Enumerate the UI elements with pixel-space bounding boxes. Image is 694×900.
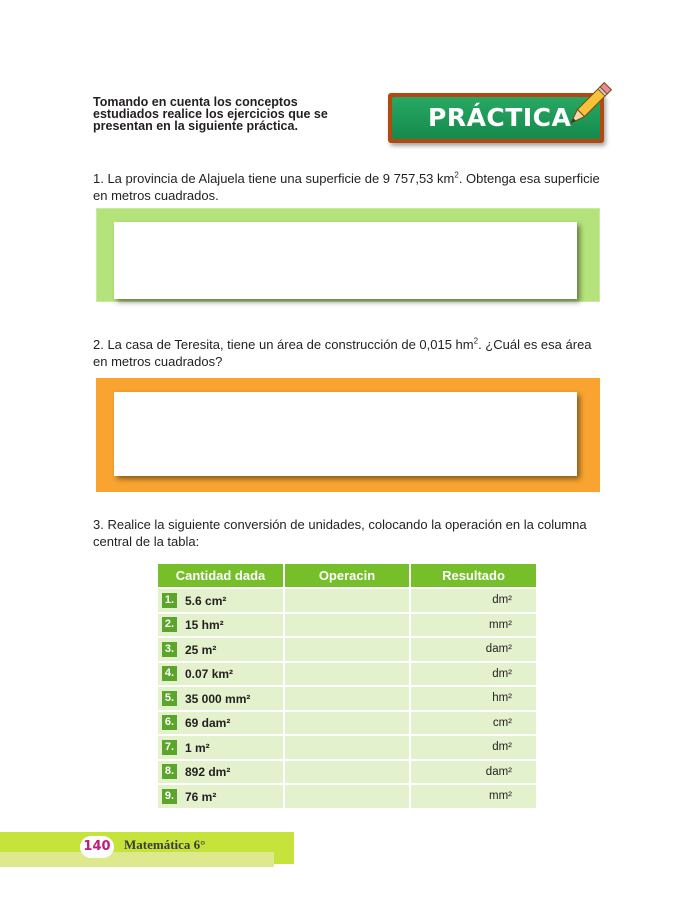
book-title: Matemática 6°	[124, 837, 206, 852]
operation-cell[interactable]	[284, 784, 410, 808]
row-number: 6.	[162, 715, 177, 730]
table-row	[158, 637, 536, 662]
intro-line-1: Tomando en cuenta los conceptos	[93, 95, 298, 109]
q2-line-2: en metros cuadrados?	[93, 354, 223, 369]
cantidad-cell	[158, 613, 284, 638]
intro-line-2: estudiados realice los ejercicios que se	[93, 107, 328, 121]
quantity: 25 m²	[185, 642, 217, 657]
operation-cell[interactable]	[284, 735, 410, 760]
result-unit: dm²	[410, 735, 536, 760]
table-row	[158, 760, 536, 785]
intro-line-3: presentan en la siguiente práctica.	[93, 119, 298, 133]
answer-box-1	[96, 208, 600, 302]
quantity: 76 m²	[185, 789, 217, 804]
question-1	[93, 170, 613, 204]
cantidad-cell	[158, 711, 284, 736]
table-row	[158, 662, 536, 687]
quantity: 69 dam²	[185, 715, 231, 730]
cantidad-cell	[158, 662, 284, 687]
result-unit: hm²	[410, 686, 536, 711]
footer-bar-secondary	[0, 852, 274, 867]
header-cantidad: Cantidad dada	[158, 564, 284, 588]
q2-text: 2. La casa de Teresita, tiene un área de construcción de 0,015 hm	[93, 337, 474, 352]
cantidad-cell	[158, 686, 284, 711]
row-number: 9.	[162, 789, 177, 804]
result-unit: mm²	[410, 613, 536, 638]
quantity: 1 m²	[185, 740, 210, 755]
table-header-row	[158, 564, 536, 588]
cantidad-cell	[158, 760, 284, 785]
cantidad-cell	[158, 784, 284, 808]
row-number: 1.	[162, 593, 177, 608]
q1-text: 1. La provincia de Alajuela tiene una superficie de 9 757,53 km	[93, 171, 455, 186]
cantidad-cell	[158, 588, 284, 613]
row-number: 2.	[162, 617, 177, 632]
operation-cell[interactable]	[284, 613, 410, 638]
operation-cell[interactable]	[284, 711, 410, 736]
quantity: 35 000 mm²	[185, 691, 251, 706]
q3-line-1: 3. Realice la siguiente conversión de unidades, colocando la operación en la columna	[93, 517, 587, 532]
operation-cell[interactable]	[284, 588, 410, 613]
result-unit: dam²	[410, 637, 536, 662]
badge-title: PRÁCTICA	[428, 103, 572, 132]
cantidad-cell	[158, 735, 284, 760]
question-3	[93, 516, 613, 550]
table-row	[158, 735, 536, 760]
table-row	[158, 784, 536, 808]
result-unit: dm²	[410, 588, 536, 613]
q2-text-after: . ¿Cuál es esa área	[478, 337, 592, 352]
quantity: 0.07 km²	[185, 666, 234, 681]
result-unit: dm²	[410, 662, 536, 687]
result-unit: cm²	[410, 711, 536, 736]
row-number: 3.	[162, 642, 177, 657]
table-row	[158, 686, 536, 711]
row-number: 5.	[162, 691, 177, 706]
operation-cell[interactable]	[284, 637, 410, 662]
cantidad-cell	[158, 637, 284, 662]
conversion-table	[158, 564, 536, 808]
table-row	[158, 613, 536, 638]
answer-area-1[interactable]	[114, 222, 577, 299]
quantity: 15 hm²	[185, 617, 224, 632]
row-number: 8.	[162, 764, 177, 779]
operation-cell[interactable]	[284, 686, 410, 711]
header-operacion: Operacin	[284, 564, 410, 588]
quantity: 5.6 cm²	[185, 593, 227, 608]
answer-box-2	[96, 378, 600, 492]
q2-sup: 2	[473, 336, 479, 346]
result-unit: dam²	[410, 760, 536, 785]
row-number: 7.	[162, 740, 177, 755]
intro-text	[93, 96, 363, 132]
q3-line-2: central de la tabla:	[93, 534, 200, 549]
q1-sup: 2	[454, 170, 459, 180]
header-resultado: Resultado	[410, 564, 536, 588]
pencil-icon	[558, 76, 618, 136]
page-number: 140	[80, 836, 114, 858]
result-unit: mm²	[410, 784, 536, 808]
operation-cell[interactable]	[284, 662, 410, 687]
row-number: 4.	[162, 666, 177, 681]
q1-line-2: en metros cuadrados.	[93, 188, 219, 203]
table-row	[158, 711, 536, 736]
operation-cell[interactable]	[284, 760, 410, 785]
table-row	[158, 588, 536, 613]
q1-text-after: . Obtenga esa superficie	[458, 171, 600, 186]
quantity: 892 dm²	[185, 764, 231, 779]
question-2	[93, 336, 613, 370]
answer-area-2[interactable]	[114, 392, 577, 476]
